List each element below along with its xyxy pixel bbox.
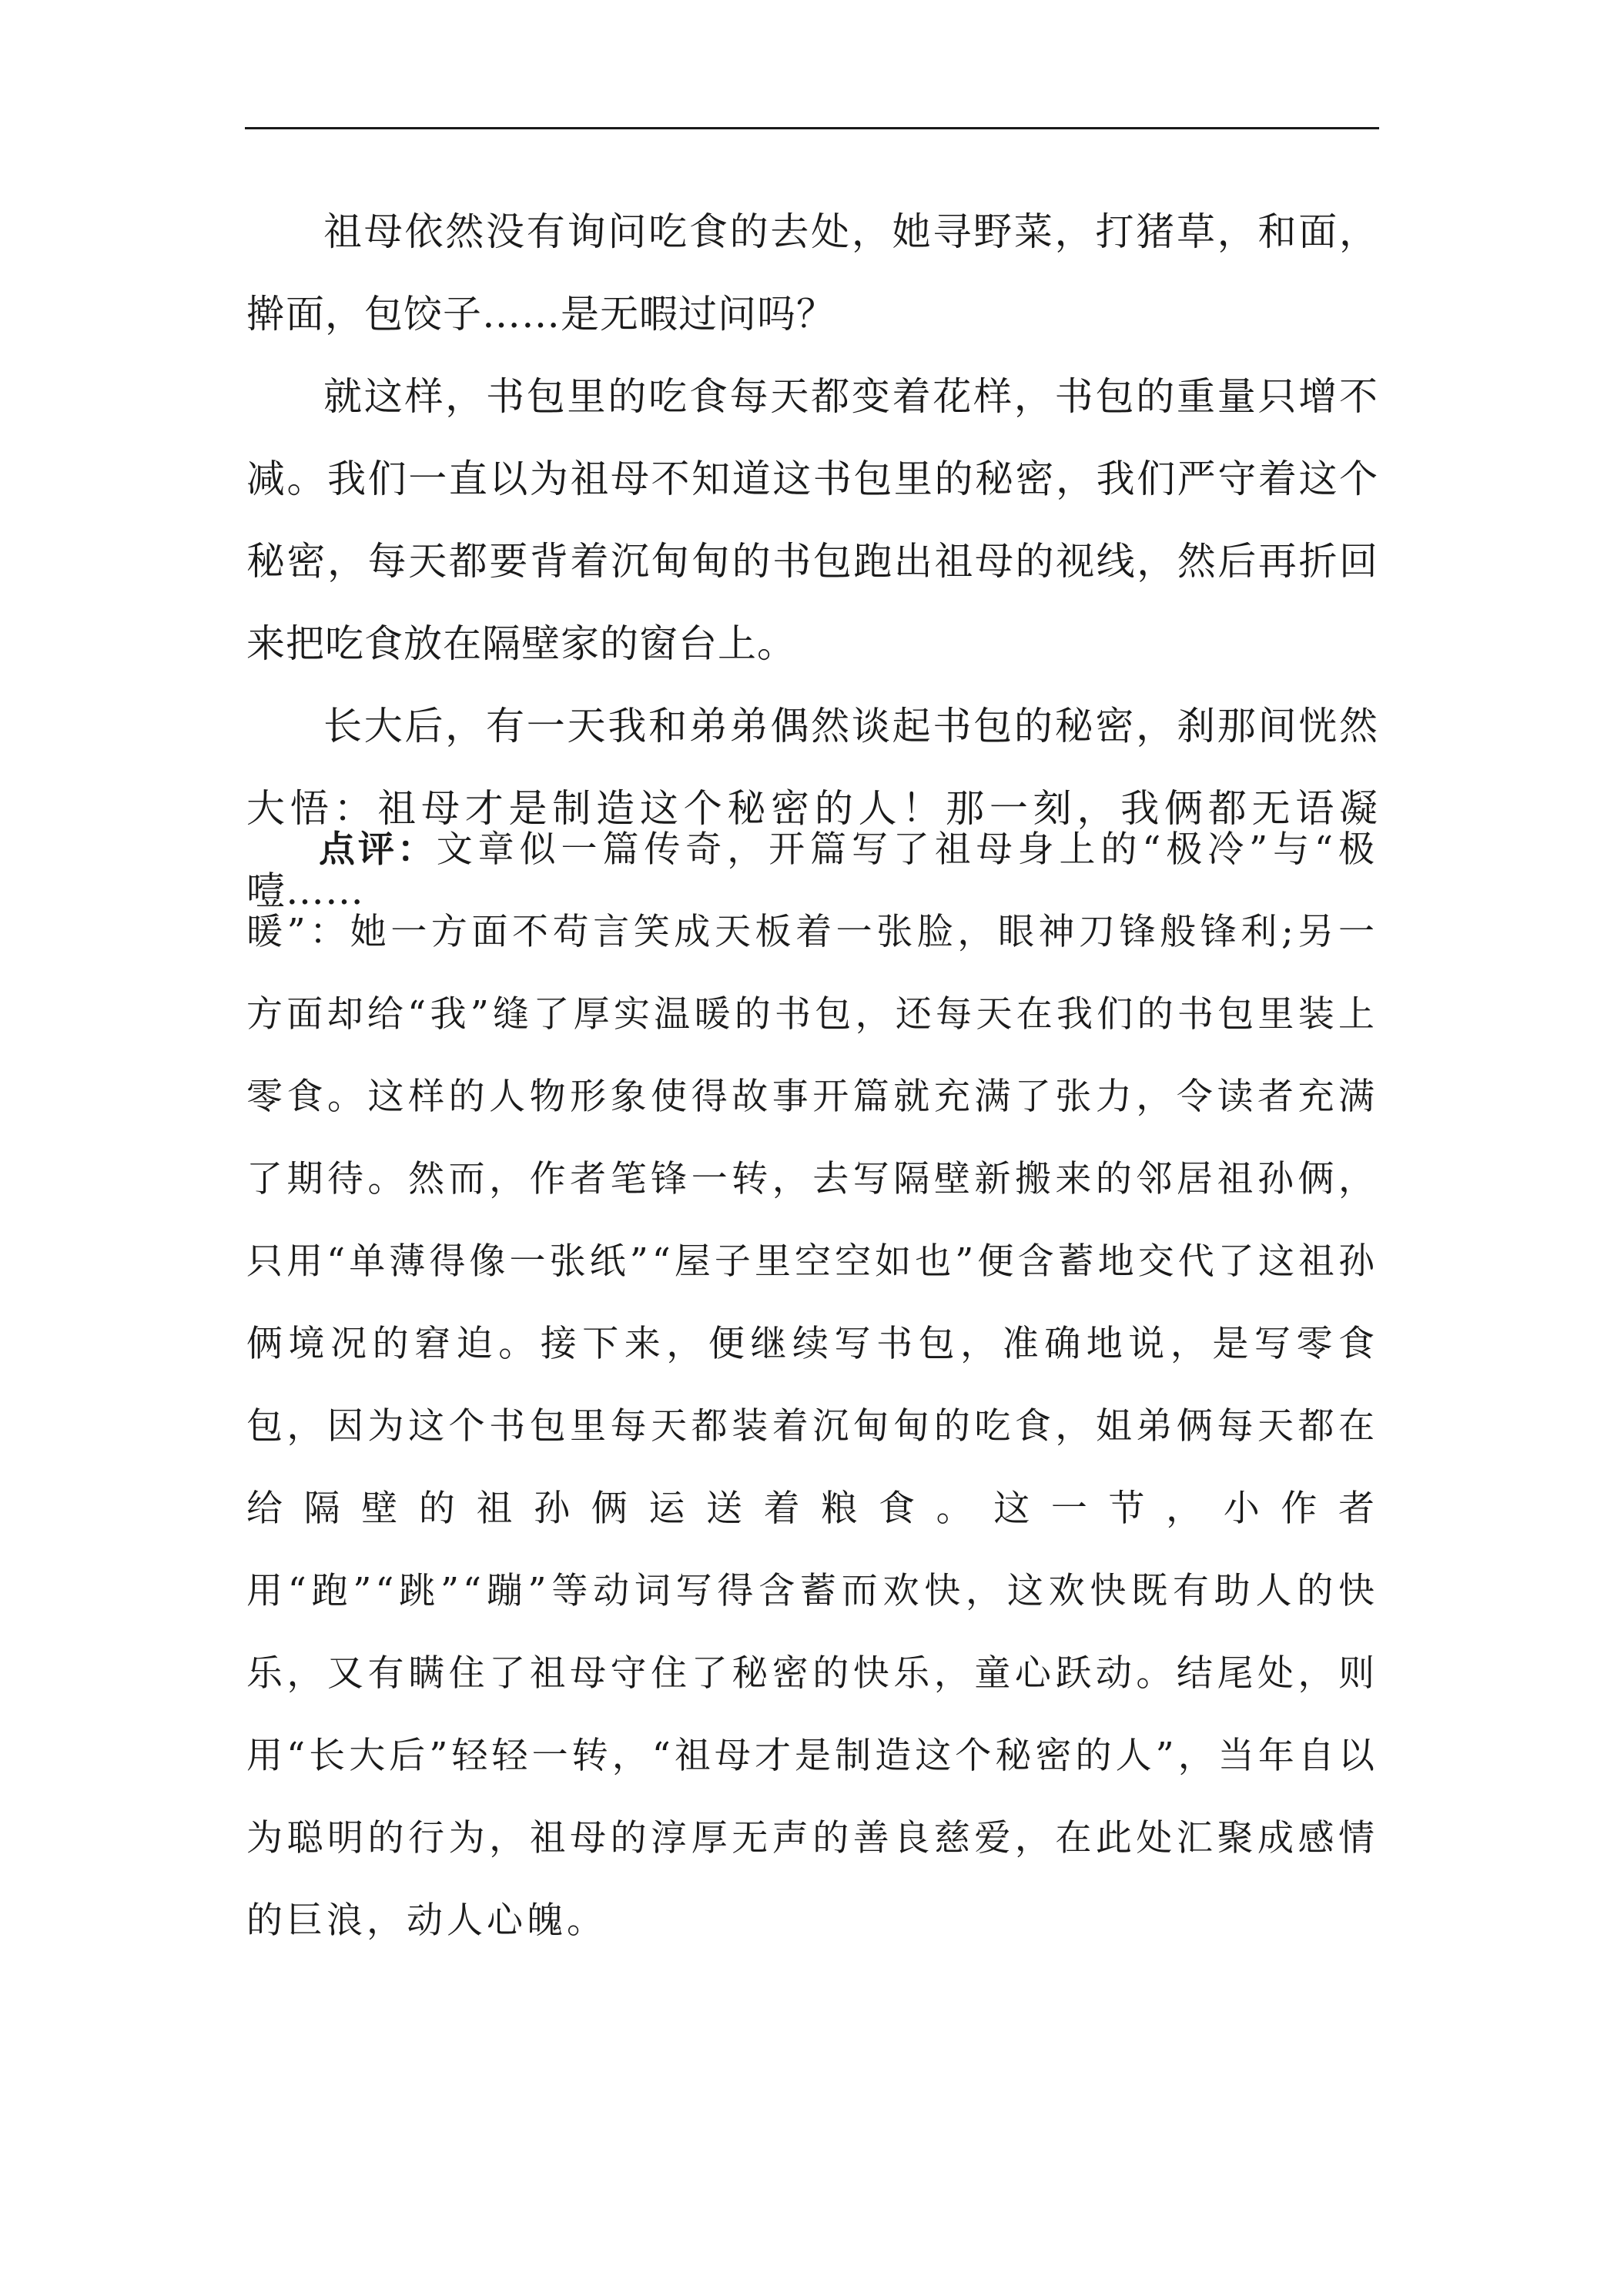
commentary-section — [246, 808, 1378, 1962]
story-paragraph-1: 祖母依然没有询问吃食的去处，她寻野菜，打猪草，和面，擀面，包饺子……是无暇过问吗？ — [246, 209, 1378, 336]
story-paragraph-2: 就这样，书包里的吃食每天都变着花样，书包的重量只增不减。我们一直以为祖母不知道这书包里的秘密，我们严守着这个秘密，每天都要背着沉甸甸的书包跑出祖母的视线，然后再折回来把吃食放在隔壁家的窗台上。 — [246, 374, 1378, 666]
commentary-paragraph — [246, 808, 1378, 1962]
commentary-label: 点评： — [319, 828, 437, 871]
commentary-text: 文章似一篇传奇，开篇写了祖母身上的“极冷”与“极暖”：她一方面不苟言笑成天板着一张脸，眼神刀锋般锋利;另一方面却给“我”缝了厚实温暖的书包，还每天在我们的书包里装上零食。这样的人物形象使得故事开篇就充满了张力，令读者充满了期待。然而，作者笔锋一转，去写隔壁新搬来的邻居祖孙俩，只用“单薄得像一张纸”“屋子里空空如也”便含蓄地交代了这祖孙俩境况的窘迫。接下来，便继续写书包，准确地说，是写零食包，因为这个书包里每天都装着沉甸甸的吃食，姐弟俩每天都在给隔壁的祖孙俩运送着粮食。这一节，小作者用“跑”“跳”“蹦”等动词写得含蓄而欢快，这欢快既有助人的快乐，又有瞒住了祖母守住了秘密的快乐，童心跃动。结尾处，则用“长大后”轻轻一转，“祖母才是制造这个秘密的人”，当年自以为聪明的行为，祖母的淳厚无声的善良慈爱，在此处汇聚成感情的巨浪，动人心魄。 — [246, 828, 1378, 1942]
story-paragraph-3: 长大后，有一天我和弟弟偶然谈起书包的秘密，刹那间恍然大悟：祖母才是制造这个秘密的人！那一刻，我俩都无语凝噎…… — [246, 704, 1378, 913]
header-rule — [245, 127, 1379, 129]
